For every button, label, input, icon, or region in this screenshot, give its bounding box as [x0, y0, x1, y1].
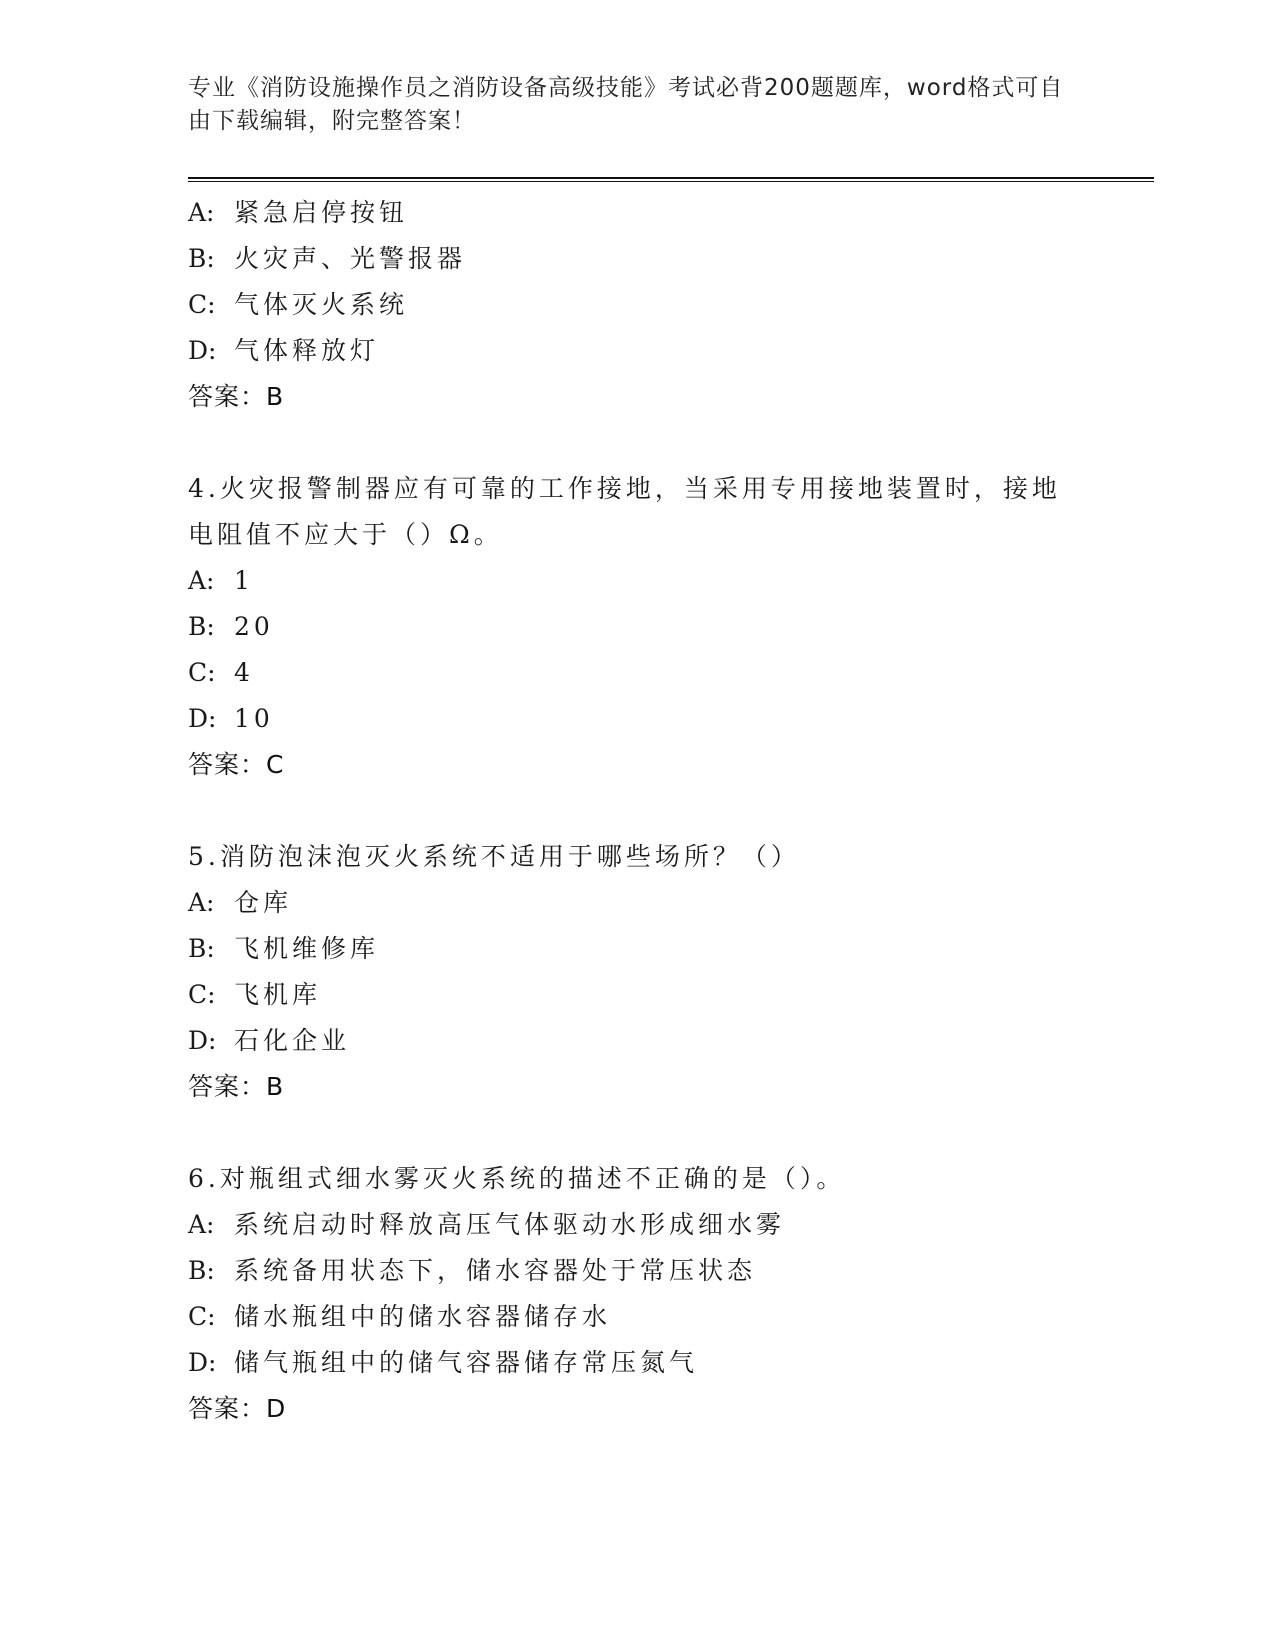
option-text: 紧急启停按钮	[234, 198, 409, 227]
answer-line: 答案：B	[188, 382, 285, 411]
option-label: B:	[188, 244, 215, 273]
spacer	[188, 788, 1108, 834]
option-label: A:	[188, 566, 215, 595]
option-label: B:	[188, 612, 215, 641]
option-text: 1	[234, 566, 254, 595]
header-divider-thin	[188, 181, 1154, 182]
option-b	[188, 1248, 1108, 1294]
option-text: 气体释放灯	[234, 336, 380, 365]
option-d	[188, 1018, 1108, 1064]
option-a	[188, 880, 1108, 926]
question-block-4	[188, 466, 1108, 788]
answer-line: 答案：D	[188, 1394, 287, 1423]
option-text: 10	[234, 704, 274, 733]
option-d	[188, 328, 1108, 374]
question-block-continued	[188, 190, 1108, 420]
answer-line: 答案：C	[188, 750, 285, 779]
option-label: D:	[188, 336, 217, 365]
question-stem: 6.对瓶组式细水雾灭火系统的描述不正确的是（）。	[188, 1164, 846, 1193]
option-a	[188, 558, 1108, 604]
option-text: 系统启动时释放高压气体驱动水形成细水雾	[234, 1210, 786, 1239]
option-label: A:	[188, 1210, 215, 1239]
option-a	[188, 1202, 1108, 1248]
option-c	[188, 650, 1108, 696]
spacer	[188, 1110, 1108, 1156]
option-text: 飞机库	[234, 980, 322, 1009]
option-text: 飞机维修库	[234, 934, 380, 963]
option-c	[188, 1294, 1108, 1340]
question-block-5	[188, 834, 1108, 1110]
question-stem: 4.火灾报警制器应有可靠的工作接地，当采用专用接地装置时，接地电阻值不应大于（）Ω。	[188, 474, 1061, 549]
option-text: 储水瓶组中的储水容器储存水	[234, 1302, 612, 1331]
question-block-6	[188, 1156, 1108, 1432]
option-c	[188, 282, 1108, 328]
option-d	[188, 696, 1108, 742]
question-list	[188, 190, 1108, 1432]
option-label: C:	[188, 290, 216, 319]
option-label: D:	[188, 704, 217, 733]
question-stem: 5.消防泡沫泡灭火系统不适用于哪些场所？（）	[188, 842, 800, 871]
option-c	[188, 972, 1108, 1018]
option-label: C:	[188, 1302, 216, 1331]
option-b	[188, 604, 1108, 650]
option-label: D:	[188, 1026, 217, 1055]
option-label: B:	[188, 1256, 215, 1285]
document-header: 专业《消防设施操作员之消防设备高级技能》考试必背200题题库，word格式可自由下载编辑，附完整答案！	[188, 75, 1064, 134]
option-d	[188, 1340, 1108, 1386]
option-text: 石化企业	[234, 1026, 351, 1055]
option-text: 20	[234, 612, 274, 641]
option-text: 火灾声、光警报器	[234, 244, 467, 273]
option-text: 系统备用状态下，储水容器处于常压状态	[234, 1256, 757, 1285]
option-label: A:	[188, 888, 215, 917]
option-a	[188, 190, 1108, 236]
spacer	[188, 420, 1108, 466]
option-text: 气体灭火系统	[234, 290, 409, 319]
option-text: 4	[234, 658, 254, 687]
option-text: 仓库	[234, 888, 293, 917]
header-divider-thick	[188, 177, 1154, 179]
option-label: D:	[188, 1348, 217, 1377]
option-b	[188, 926, 1108, 972]
option-label: B:	[188, 934, 215, 963]
option-text: 储气瓶组中的储气容器储存常压氮气	[234, 1348, 699, 1377]
option-label: C:	[188, 658, 216, 687]
option-label: A:	[188, 198, 215, 227]
option-b	[188, 236, 1108, 282]
option-label: C:	[188, 980, 216, 1009]
answer-line: 答案：B	[188, 1072, 285, 1101]
